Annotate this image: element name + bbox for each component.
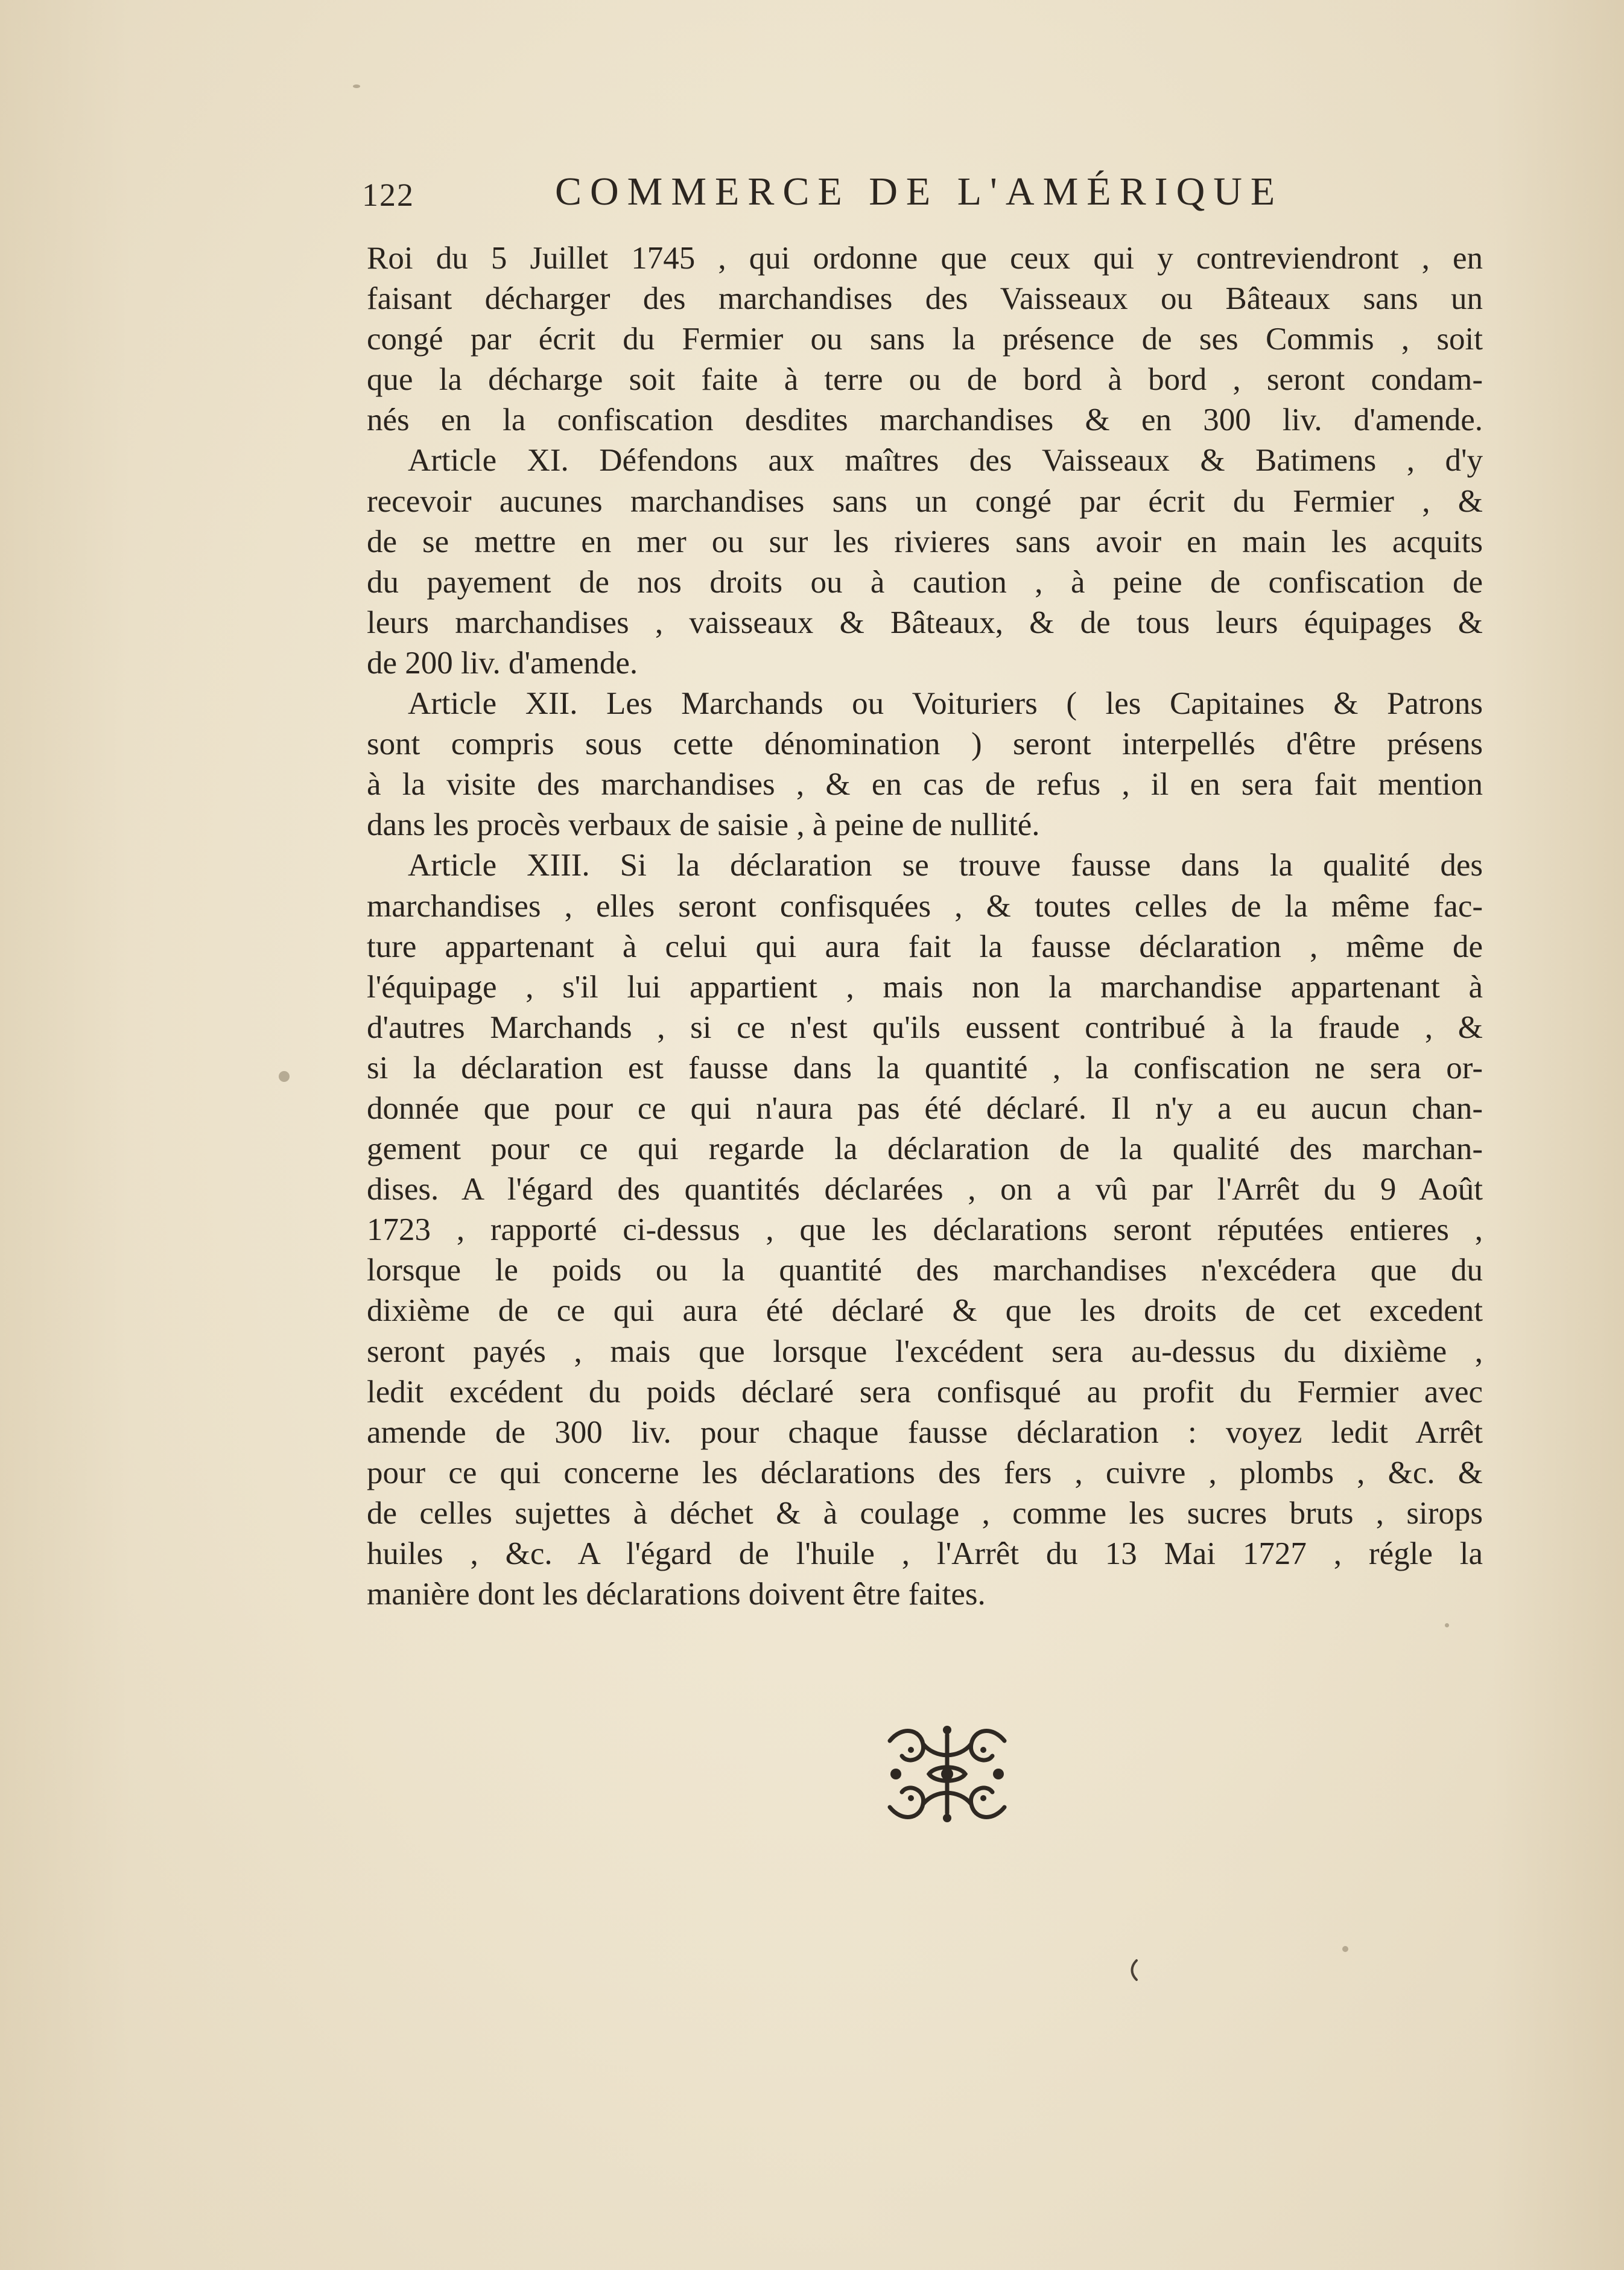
text-line: lorsque le poids ou la quantité des marchandises n'excédera que du (367, 1253, 1483, 1288)
text-line: marchandises , elles seront confisquées , & toutes celles de la même fac- (367, 888, 1483, 924)
text-line: Roi du 5 Juillet 1745 , qui ordonne que ceux qui y contreviendront , en (367, 241, 1483, 276)
ink-mark-icon (1128, 1958, 1140, 1982)
paper-speck (1342, 1946, 1348, 1952)
page-number: 122 (362, 177, 414, 213)
text-line: pour ce qui concerne les déclarations des fers , cuivre , plombs , &c. & (367, 1455, 1483, 1490)
text-line: dixième de ce qui aura été déclaré & que les droits de cet excedent (367, 1293, 1483, 1329)
text-line: dises. A l'égard des quantités déclarées , on a vû par l'Arrêt du 9 Août (367, 1172, 1483, 1207)
text-line: congé par écrit du Fermier ou sans la présence de ses Commis , soit (367, 322, 1483, 357)
text-line: sont compris sous cette dénomination ) seront interpellés d'être présens (367, 726, 1483, 762)
text-line: 1723 , rapporté ci-dessus , que les déclarations seront réputées entieres , (367, 1212, 1483, 1248)
text-line: si la déclaration est fausse dans la quantité , la confiscation ne sera or- (367, 1050, 1483, 1086)
fleuron-ornament-icon (878, 1723, 1017, 1825)
text-line: d'autres Marchands , si ce n'est qu'ils eussent contribué à la fraude , & (367, 1009, 1483, 1045)
article-xiii-heading-line: Article XIII. Si la déclaration se trouve fausse dans la qualité des (408, 848, 1483, 883)
text-line: ture appartenant à celui qui aura fait la fausse déclaration , même de (367, 929, 1483, 964)
article-xii-heading-line: Article XII. Les Marchands ou Voituriers ( les Capitaines & Patrons (408, 686, 1483, 722)
text-line: huiles , &c. A l'égard de l'huile , l'Arrêt du 13 Mai 1727 , régle la (367, 1536, 1483, 1571)
text-line: à la visite des marchandises , & en cas de refus , il en sera fait mention (367, 767, 1483, 803)
text-line: donnée que pour ce qui n'aura pas été déclaré. Il n'y a eu aucun chan- (367, 1090, 1483, 1126)
page-header (362, 169, 1375, 217)
paper-speck (279, 1071, 290, 1082)
text-line: de se mettre en mer ou sur les rivieres sans avoir en main les acquits (367, 524, 1483, 559)
text-line: de 200 liv. d'amende. (367, 645, 638, 681)
text-line: dans les procès verbaux de saisie , à peine de nullité. (367, 807, 1040, 843)
text-line: de celles sujettes à déchet & à coulage , comme les sucres bruts , sirops (367, 1495, 1483, 1531)
text-line: nés en la confiscation desdites marchandises & en 300 liv. d'amende. (367, 402, 1483, 438)
text-line: que la décharge soit faite à terre ou de bord à bord , seront condam- (367, 362, 1483, 398)
running-title: COMMERCE DE L'AMÉRIQUE (555, 170, 1284, 214)
text-line: du payement de nos droits ou à caution , à peine de confiscation de (367, 564, 1483, 600)
text-line: seront payés , mais que lorsque l'excédent sera au-dessus du dixième , (367, 1334, 1483, 1369)
text-line: recevoir aucunes marchandises sans un congé par écrit du Fermier , & (367, 483, 1483, 519)
text-line: amende de 300 liv. pour chaque fausse déclaration : voyez ledit Arrêt (367, 1414, 1483, 1450)
article-xi-heading-line: Article XI. Défendons aux maîtres des Vaisseaux & Batimens , d'y (408, 443, 1483, 478)
paper-speck (1445, 1623, 1449, 1627)
text-line: l'équipage , s'il lui appartient , mais non la marchandise appartenant à (367, 969, 1483, 1005)
text-line: manière dont les déclarations doivent être faites. (367, 1577, 986, 1612)
text-line: ledit excédent du poids déclaré sera confisqué au profit du Fermier avec (367, 1374, 1483, 1410)
text-line: leurs marchandises , vaisseaux & Bâteaux, & de tous leurs équipages & (367, 605, 1483, 640)
text-line: faisant décharger des marchandises des Vaisseaux ou Bâteaux sans un (367, 281, 1483, 317)
paper-speck (353, 84, 360, 88)
body-text (367, 238, 1483, 1615)
text-line: gement pour ce qui regarde la déclaration de la qualité des marchan- (367, 1131, 1483, 1167)
